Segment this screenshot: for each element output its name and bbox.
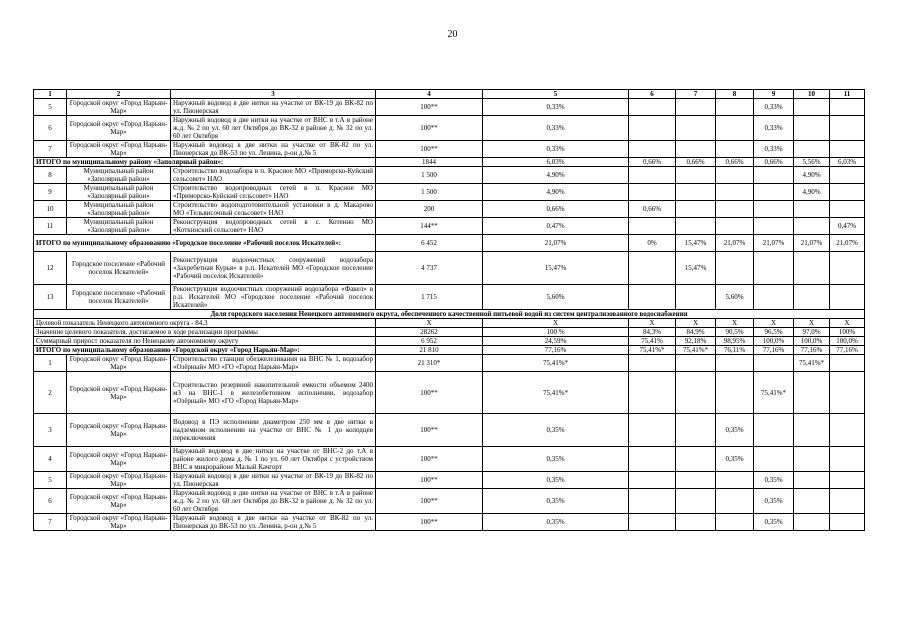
value-cell: 0,33%: [754, 141, 794, 158]
value-cell: [754, 218, 794, 235]
value-cell: 75,41%*: [483, 355, 629, 372]
value-cell: X: [676, 319, 716, 328]
table-row: [34, 472, 865, 489]
column-number-10: 10: [794, 90, 830, 99]
value-cell: 0,66%: [754, 158, 794, 167]
value-cell: 1 500: [376, 184, 483, 201]
row-number: 7: [34, 141, 67, 158]
column-number-3: 3: [171, 90, 376, 99]
value-cell: 24,59%: [483, 337, 629, 346]
value-cell: [716, 167, 754, 184]
value-cell: 0,66%: [716, 158, 754, 167]
municipality-cell: Городской округ «Город Нарьян-Мар»: [67, 489, 171, 514]
value-cell: 100**: [376, 141, 483, 158]
value-cell: 75,41%*: [794, 355, 830, 372]
value-cell: 0,35%: [483, 447, 629, 472]
value-cell: [716, 372, 754, 414]
indicator-label: Значение целевого показателя, достигаемое в ходе реализации программы: [34, 328, 376, 337]
indicator-row: [34, 337, 865, 346]
value-cell: 77,16%: [794, 346, 830, 355]
row-number: 11: [34, 218, 67, 235]
row-number: 6: [34, 116, 67, 141]
value-cell: 21,07%: [830, 235, 865, 252]
value-cell: 0,66%: [483, 201, 629, 218]
project-description: Наружный водовод в две нитки на участке от ВК-82 по ул. Пионерская до ВК-53 по ул. Ленина, р-он д.№ 5: [171, 141, 376, 158]
total-row: [34, 235, 865, 252]
value-cell: [629, 252, 676, 285]
value-cell: [629, 372, 676, 414]
table-row: [34, 252, 865, 285]
value-cell: [794, 218, 830, 235]
value-cell: [716, 141, 754, 158]
value-cell: 15,47%: [676, 252, 716, 285]
row-number: 5: [34, 472, 67, 489]
value-cell: [830, 141, 865, 158]
value-cell: [830, 472, 865, 489]
value-cell: [830, 116, 865, 141]
value-cell: 6 952: [376, 337, 483, 346]
value-cell: 100,0%: [830, 337, 865, 346]
value-cell: 21,07%: [754, 235, 794, 252]
section-heading-row: [34, 310, 865, 319]
municipality-cell: Городское поселение «Рабочий поселок Искателей»: [67, 252, 171, 285]
municipality-cell: Городской округ «Город Нарьян-Мар»: [67, 99, 171, 116]
value-cell: 0%: [629, 235, 676, 252]
value-cell: 0,33%: [754, 99, 794, 116]
column-number-9: 9: [754, 90, 794, 99]
program-table: [33, 89, 865, 531]
value-cell: [794, 489, 830, 514]
value-cell: 1 500: [376, 167, 483, 184]
value-cell: 21,07%: [794, 235, 830, 252]
value-cell: 1844: [376, 158, 483, 167]
project-description: Строительство резервной накопительной емкости объемом 2400 м3 на ВНС-1 в железобетонном исполнении, водозабор «Озёрный» МО «ГО «Город Нарьян-Мар»: [171, 372, 376, 414]
value-cell: 77,16%: [483, 346, 629, 355]
value-cell: 0,66%: [629, 158, 676, 167]
project-description: Наружный водовод в две нитки на участке от ВНС в т.А в районе ж.д. № 2 по ул. 60 лет Октября до ВК-32 в районе д. № 32 по ул. 60 лет Октября: [171, 489, 376, 514]
row-number: 13: [34, 285, 67, 310]
value-cell: X: [376, 319, 483, 328]
indicator-row: [34, 319, 865, 328]
value-cell: [676, 514, 716, 531]
value-cell: [676, 372, 716, 414]
value-cell: [676, 414, 716, 447]
value-cell: [676, 447, 716, 472]
value-cell: 4,90%: [483, 167, 629, 184]
value-cell: [830, 514, 865, 531]
value-cell: [794, 514, 830, 531]
value-cell: 6,03%: [483, 158, 629, 167]
value-cell: [676, 99, 716, 116]
value-cell: [830, 99, 865, 116]
value-cell: [830, 355, 865, 372]
value-cell: 4,90%: [794, 184, 830, 201]
value-cell: [716, 99, 754, 116]
column-number-2: 2: [67, 90, 171, 99]
municipality-cell: Городской округ «Город Нарьян-Мар»: [67, 414, 171, 447]
value-cell: [676, 285, 716, 310]
value-cell: 144**: [376, 218, 483, 235]
value-cell: 77,16%: [830, 346, 865, 355]
value-cell: 0,33%: [483, 99, 629, 116]
value-cell: [676, 167, 716, 184]
value-cell: 0,47%: [483, 218, 629, 235]
value-cell: 92,18%: [676, 337, 716, 346]
project-description: Строительство водопроводных сетей в п. Красное МО «Приморско-Куйский сельсовет» НАО: [171, 184, 376, 201]
value-cell: [716, 218, 754, 235]
value-cell: 21,07%: [483, 235, 629, 252]
value-cell: [794, 201, 830, 218]
total-label: ИТОГО по муниципальному образованию «Городское поселение «Рабочий поселок Искателей»:: [34, 235, 376, 252]
value-cell: [716, 252, 754, 285]
value-cell: 90,5%: [716, 328, 754, 337]
value-cell: [754, 414, 794, 447]
municipality-cell: Городское поселение «Рабочий поселок Искателей»: [67, 285, 171, 310]
project-description: Наружный водовод в две нитки на участке от ВК-19 до ВК-82 по ул. Пионерская: [171, 472, 376, 489]
value-cell: [716, 489, 754, 514]
column-number-11: 11: [830, 90, 865, 99]
table-row: [34, 414, 865, 447]
row-number: 4: [34, 447, 67, 472]
project-description: Наружный водовод в две нитки на участке от ВК-19 до ВК-82 по ул. Пионерская: [171, 99, 376, 116]
value-cell: 75,41%: [629, 337, 676, 346]
value-cell: 100**: [376, 489, 483, 514]
value-cell: [676, 472, 716, 489]
value-cell: [716, 201, 754, 218]
value-cell: 21 810: [376, 346, 483, 355]
value-cell: X: [483, 319, 629, 328]
value-cell: [794, 252, 830, 285]
value-cell: [754, 252, 794, 285]
value-cell: 5,60%: [716, 285, 754, 310]
value-cell: 0,35%: [716, 414, 754, 447]
value-cell: [716, 472, 754, 489]
municipality-cell: Городской округ «Город Нарьян-Мар»: [67, 141, 171, 158]
value-cell: 77,16%: [754, 346, 794, 355]
project-description: Реконструкция водоочистных сооружений водозабора «Захребетная Курья» в р.п. Искателей МО «Городское поселение «Рабочий поселок Искателей»: [171, 252, 376, 285]
value-cell: 15,47%: [676, 235, 716, 252]
value-cell: 100**: [376, 372, 483, 414]
total-label: ИТОГО по муниципальному району «Заполярный район»:: [34, 158, 376, 167]
value-cell: 0,35%: [483, 514, 629, 531]
indicator-label: Целевой показатель Ненецкого автономного округа - 84,3: [34, 319, 376, 328]
table-row: [34, 355, 865, 372]
value-cell: 0,33%: [483, 116, 629, 141]
value-cell: 1 715: [376, 285, 483, 310]
value-cell: X: [629, 319, 676, 328]
column-number-7: 7: [676, 90, 716, 99]
column-number-5: 5: [483, 90, 629, 99]
value-cell: [794, 116, 830, 141]
municipality-cell: Городской округ «Город Нарьян-Мар»: [67, 514, 171, 531]
value-cell: 0,35%: [716, 447, 754, 472]
value-cell: [676, 355, 716, 372]
table-row: [34, 99, 865, 116]
value-cell: X: [794, 319, 830, 328]
value-cell: 0,33%: [483, 141, 629, 158]
value-cell: [629, 285, 676, 310]
table-row: [34, 141, 865, 158]
column-number-4: 4: [376, 90, 483, 99]
value-cell: 21 310*: [376, 355, 483, 372]
value-cell: 15,47%: [483, 252, 629, 285]
value-cell: [629, 116, 676, 141]
row-number: 2: [34, 372, 67, 414]
table-row: [34, 285, 865, 310]
value-cell: [629, 447, 676, 472]
value-cell: [830, 285, 865, 310]
value-cell: X: [754, 319, 794, 328]
project-description: Наружный водовод в две нитки на участке от ВНС-2 до т.А в районе жилого дома д. № 1 по ул. 60 лет Октября с устройством ВНС в микрорайоне Малый Качгорт: [171, 447, 376, 472]
table-row: [34, 447, 865, 472]
value-cell: [629, 355, 676, 372]
value-cell: 100**: [376, 514, 483, 531]
value-cell: [830, 447, 865, 472]
indicator-row: [34, 328, 865, 337]
value-cell: 97,0%: [794, 328, 830, 337]
value-cell: X: [716, 319, 754, 328]
value-cell: [754, 447, 794, 472]
value-cell: [794, 447, 830, 472]
value-cell: [754, 355, 794, 372]
municipality-cell: Муниципальный район «Заполярный район»: [67, 201, 171, 218]
value-cell: [830, 414, 865, 447]
value-cell: [794, 285, 830, 310]
project-description: Реконструкция водоочистных сооружений водозабора «Факел» в р.п. Искателей МО «Городское поселение «Рабочий поселок Искателей»: [171, 285, 376, 310]
value-cell: 0,66%: [676, 158, 716, 167]
value-cell: [676, 184, 716, 201]
value-cell: [794, 141, 830, 158]
project-description: Реконструкция водопроводных сетей в с. Котенно МО «Коткинский сельсовет» НАО: [171, 218, 376, 235]
municipality-cell: Муниципальный район «Заполярный район»: [67, 218, 171, 235]
value-cell: [830, 372, 865, 414]
value-cell: 76,11%: [716, 346, 754, 355]
row-number: 9: [34, 184, 67, 201]
value-cell: 100,0%: [794, 337, 830, 346]
row-number: 10: [34, 201, 67, 218]
table-row: [34, 489, 865, 514]
value-cell: [676, 489, 716, 514]
table-row: [34, 201, 865, 218]
table-row: [34, 184, 865, 201]
value-cell: 0,35%: [483, 414, 629, 447]
column-number-6: 6: [629, 90, 676, 99]
value-cell: X: [830, 319, 865, 328]
value-cell: [629, 141, 676, 158]
table-row: [34, 372, 865, 414]
value-cell: 28262: [376, 328, 483, 337]
value-cell: 84,3%: [629, 328, 676, 337]
table-row: [34, 514, 865, 531]
row-number: 6: [34, 489, 67, 514]
value-cell: 21,07%: [716, 235, 754, 252]
value-cell: 100**: [376, 447, 483, 472]
value-cell: [629, 472, 676, 489]
value-cell: 0,47%: [830, 218, 865, 235]
value-cell: 100,0%: [754, 337, 794, 346]
value-cell: 0,66%: [629, 201, 676, 218]
value-cell: [629, 184, 676, 201]
value-cell: [716, 514, 754, 531]
municipality-cell: Городской округ «Город Нарьян-Мар»: [67, 355, 171, 372]
value-cell: 75,41%*: [483, 372, 629, 414]
value-cell: [794, 372, 830, 414]
value-cell: [676, 201, 716, 218]
column-number-8: 8: [716, 90, 754, 99]
value-cell: 4 737: [376, 252, 483, 285]
value-cell: 100**: [376, 414, 483, 447]
value-cell: [716, 116, 754, 141]
value-cell: [629, 167, 676, 184]
project-description: Строительство станции обезжелезивания на ВНС № 1, водозабор «Озёрный» МО «ГО «Город Нарьян-Мар»: [171, 355, 376, 372]
value-cell: 75,41%*: [676, 346, 716, 355]
value-cell: [830, 252, 865, 285]
table-row: [34, 167, 865, 184]
page-number: 20: [447, 29, 458, 40]
municipality-cell: Муниципальный район «Заполярный район»: [67, 184, 171, 201]
row-number: 3: [34, 414, 67, 447]
value-cell: 84,9%: [676, 328, 716, 337]
municipality-cell: Городской округ «Город Нарьян-Мар»: [67, 472, 171, 489]
municipality-cell: Городской округ «Город Нарьян-Мар»: [67, 447, 171, 472]
value-cell: [676, 141, 716, 158]
value-cell: [830, 489, 865, 514]
row-number: 7: [34, 514, 67, 531]
value-cell: 5,56%: [794, 158, 830, 167]
value-cell: [754, 184, 794, 201]
value-cell: [716, 355, 754, 372]
project-description: Наружный водовод в две нитки на участке от ВК-82 по ул. Пионерская до ВК-53 по ул. Ленина, р-он д.№ 5: [171, 514, 376, 531]
project-description: Водовод в ПЭ исполнении диаметром 250 мм в две нитки в надземном исполнении на участке от ВНС № 1 до колодцев переключения: [171, 414, 376, 447]
value-cell: 0,35%: [754, 489, 794, 514]
header-row: [34, 90, 865, 99]
value-cell: 75,41%*: [629, 346, 676, 355]
value-cell: [830, 167, 865, 184]
value-cell: 0,33%: [754, 116, 794, 141]
value-cell: 4,90%: [794, 167, 830, 184]
value-cell: 6,03%: [830, 158, 865, 167]
municipality-cell: Муниципальный район «Заполярный район»: [67, 167, 171, 184]
value-cell: [794, 99, 830, 116]
row-number: 12: [34, 252, 67, 285]
total-row: [34, 346, 865, 355]
municipality-cell: Городской округ «Город Нарьян-Мар»: [67, 372, 171, 414]
value-cell: 200: [376, 201, 483, 218]
value-cell: 0,35%: [483, 489, 629, 514]
project-description: Строительство водозабора в п. Красное МО «Приморско-Куйский сельсовет» НАО: [171, 167, 376, 184]
value-cell: 5,60%: [483, 285, 629, 310]
table-row: [34, 116, 865, 141]
value-cell: 96,5%: [754, 328, 794, 337]
value-cell: [830, 184, 865, 201]
value-cell: 100 %: [483, 328, 629, 337]
column-number-1: 1: [34, 90, 67, 99]
value-cell: [629, 514, 676, 531]
municipality-cell: Городской округ «Город Нарьян-Мар»: [67, 116, 171, 141]
value-cell: [629, 218, 676, 235]
value-cell: 0,35%: [483, 472, 629, 489]
value-cell: 100%: [830, 328, 865, 337]
table-row: [34, 218, 865, 235]
indicator-label: Суммарный прирост показателя по Ненецкому автономному округу: [34, 337, 376, 346]
value-cell: [754, 285, 794, 310]
value-cell: [629, 414, 676, 447]
value-cell: [830, 201, 865, 218]
value-cell: 0,35%: [754, 514, 794, 531]
value-cell: 6 452: [376, 235, 483, 252]
value-cell: 75,41%*: [754, 372, 794, 414]
value-cell: 100**: [376, 99, 483, 116]
value-cell: 100**: [376, 116, 483, 141]
value-cell: [754, 167, 794, 184]
value-cell: 98,95%: [716, 337, 754, 346]
value-cell: [676, 116, 716, 141]
row-number: 8: [34, 167, 67, 184]
total-label: ИТОГО по муниципальному образованию «Городской округ «Город Нарьян-Мар»:: [34, 346, 376, 355]
value-cell: 0,35%: [754, 472, 794, 489]
value-cell: [754, 201, 794, 218]
value-cell: [629, 99, 676, 116]
value-cell: [794, 414, 830, 447]
row-number: 1: [34, 355, 67, 372]
value-cell: [794, 472, 830, 489]
row-number: 5: [34, 99, 67, 116]
total-row: [34, 158, 865, 167]
project-description: Наружный водовод в две нитки на участке от ВНС в т.А в районе ж.д. № 2 по ул. 60 лет Октября до ВК-32 в районе д. № 32 по ул. 60 лет Октября: [171, 116, 376, 141]
section-heading: Доля городского населения Ненецкого автономного округа, обеспеченного качественной питьевой водой из систем централизованного водоснабжения: [34, 310, 865, 319]
value-cell: [629, 489, 676, 514]
value-cell: [676, 218, 716, 235]
value-cell: 4,90%: [483, 184, 629, 201]
value-cell: 100**: [376, 472, 483, 489]
value-cell: [716, 184, 754, 201]
project-description: Строительство водоподготовительной установки в д. Макарово МО «Тельвисочный сельсовет» НАО: [171, 201, 376, 218]
